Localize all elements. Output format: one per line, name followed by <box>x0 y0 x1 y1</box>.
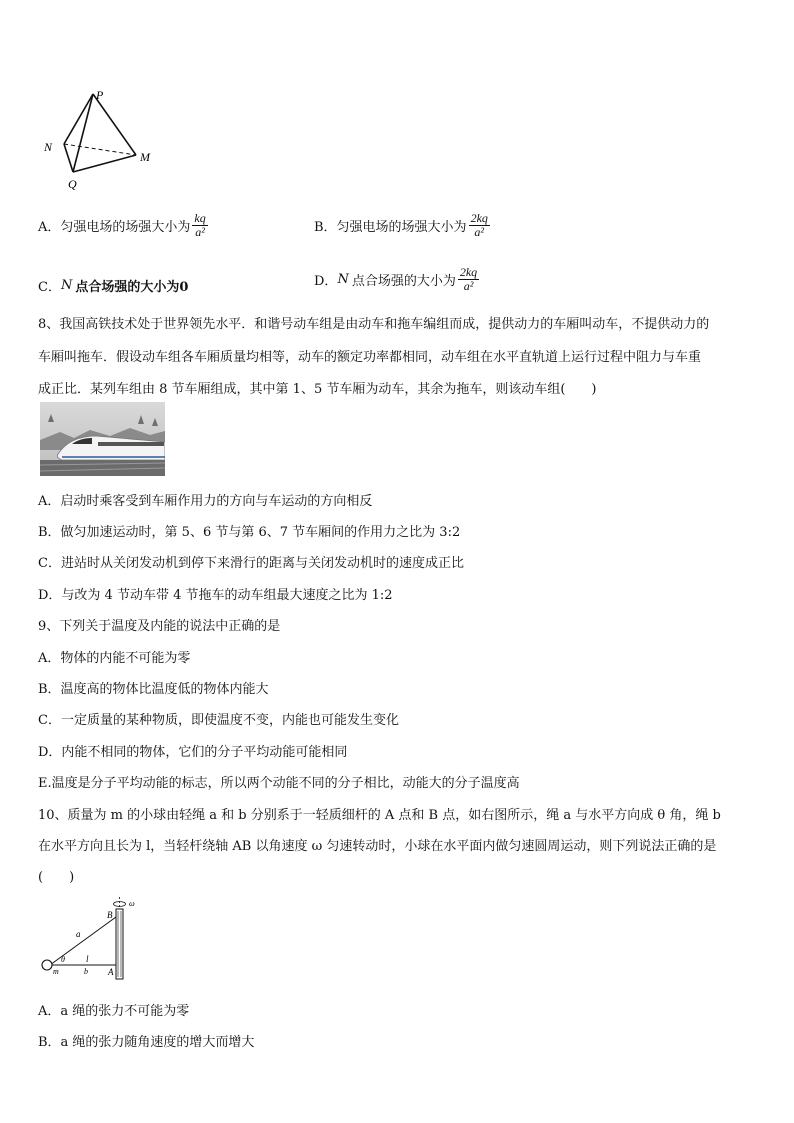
fraction: $\frac{2kq}{\text{a²}}$ <box>459 265 478 293</box>
label-omega: ω <box>129 899 135 908</box>
q7-option-a: A．匀强电场的场强大小为 $\frac{kq}{\text{a²}}$ <box>38 211 206 239</box>
q10-option-b: B．a 绳的张力随角速度的增大而增大 <box>38 1035 255 1050</box>
q8-option-c: C．进站时从关闭发动机到停下来滑行的距离与关闭发动机时的速度成正比 <box>38 556 464 571</box>
q10-stem-line-3: ( ) <box>38 870 75 885</box>
fraction: $\frac{2kq}{\text{a²}}$ <box>470 211 488 239</box>
label-A: A <box>108 967 114 977</box>
q8-option-d: D．与改为 4 节动车带 4 节拖车的动车组最大速度之比为 1:2 <box>38 588 393 603</box>
q9-option-c: C．一定质量的某种物质，即使温度不变，内能也可能发生变化 <box>38 713 399 728</box>
label-M: M <box>140 150 150 164</box>
q7-option-d: D． N 点合场强的大小为 $\frac{2kq}{\text{a²}}$ <box>314 265 478 293</box>
label-theta: θ <box>61 955 65 964</box>
q8-option-b: B．做匀加速运动时，第 5、6 节与第 6、7 节车厢间的作用力之比为 3:2 <box>38 525 461 540</box>
label-B: B <box>107 910 113 920</box>
q9-option-b: B．温度高的物体比温度低的物体内能大 <box>38 682 269 697</box>
rod-ball-figure <box>38 895 158 985</box>
high-speed-train-photo <box>40 402 165 476</box>
label-N: N <box>44 140 53 154</box>
q9-option-d: D．内能不相同的物体，它们的分子平均动能可能相同 <box>38 745 348 760</box>
label-a: a <box>76 929 81 939</box>
label-b: b <box>84 967 88 976</box>
q7-option-b: B．匀强电场的场强大小为 $\frac{2kq}{\text{a²}}$ <box>314 211 488 239</box>
label-l: l <box>86 954 89 964</box>
q10-option-a: A．a 绳的张力不可能为零 <box>38 1004 190 1019</box>
q10-stem-line-2: 在水平方向且长为 l，当轻杆绕轴 AB 以角速度 ω 匀速转动时，小球在水平面内做匀速圆周运动，则下列说法正确的是 <box>38 839 717 854</box>
q8-option-a: A．启动时乘客受到车厢作用力的方向与车运动的方向相反 <box>38 494 373 509</box>
q9-option-a: A．物体的内能不可能为零 <box>38 651 191 666</box>
fraction: $\frac{kq}{\text{a²}}$ <box>194 211 206 239</box>
tetrahedron-figure <box>40 82 170 194</box>
q9-option-e: E.温度是分子平均动能的标志，所以两个动能不同的分子相比，动能大的分子温度高 <box>38 776 520 791</box>
q8-stem-line-3: 成正比．某列车组由 8 节车厢组成，其中第 1、5 节车厢为动车，其余为拖车，则该动车组( ) <box>38 382 597 397</box>
q10-stem-line-1: 10、质量为 m 的小球由轻绳 a 和 b 分别系于一轻质细杆的 A 点和 B 点，如右图所示，绳 a 与水平方向成 θ 角，绳 b <box>38 808 721 823</box>
q9-stem: 9、下列关于温度及内能的说法中正确的是 <box>38 619 281 634</box>
label-Q: Q <box>68 177 77 191</box>
q8-stem-line-2: 车厢叫拖车．假设动车组各车厢质量均相等，动车的额定功率都相同，动车组在水平直轨道上运行过程中阻力与车重 <box>38 350 702 365</box>
label-m: m <box>53 967 59 976</box>
q8-stem-line-1: 8、我国高铁技术处于世界领先水平．和谐号动车组是由动车和拖车编组而成，提供动力的车厢叫动车，不提供动力的 <box>38 317 710 332</box>
label-P: P <box>96 88 104 102</box>
q7-option-c: C． N 点合场强的大小为0 <box>38 278 189 295</box>
